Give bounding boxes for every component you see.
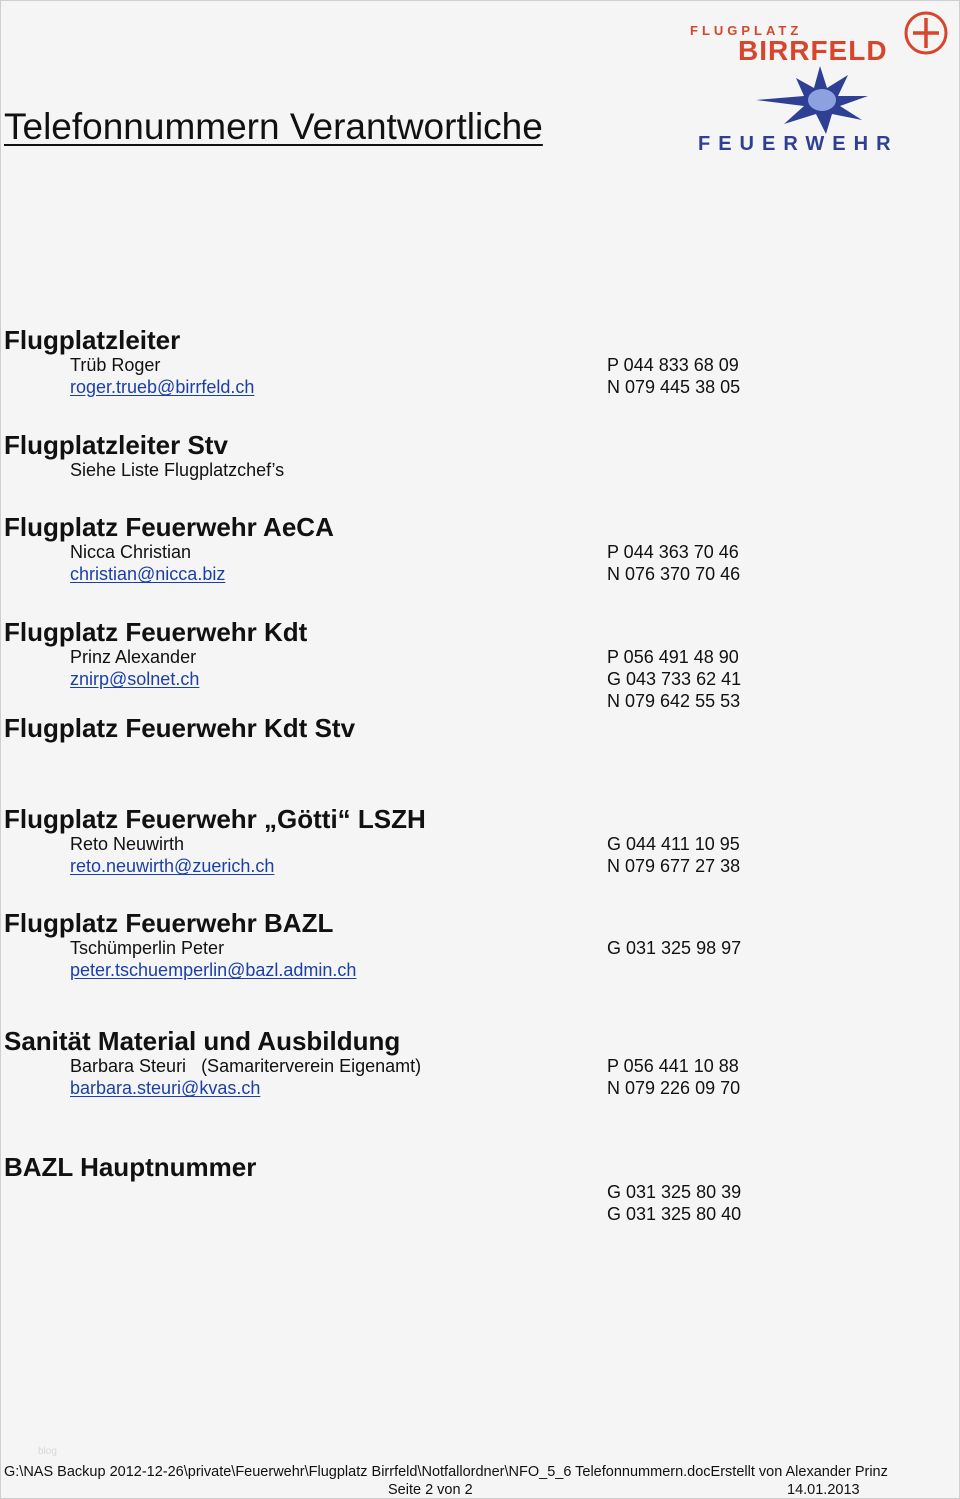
section-heading-flugplatzleiter-stv: Flugplatzleiter Stv: [4, 430, 228, 460]
email-link[interactable]: christian@nicca.biz: [70, 564, 226, 584]
plane-cross-icon: [906, 13, 946, 53]
email-link[interactable]: znirp@solnet.ch: [70, 669, 200, 689]
phone-number: P 044 363 70 46: [607, 542, 739, 562]
page-title: Telefonnummern Verantwortliche: [4, 106, 543, 147]
contact-name: Prinz Alexander: [70, 647, 197, 667]
footer-page-number: Seite 2 von 2: [388, 1482, 473, 1498]
flugplatz-birrfeld-feuerwehr-logo: [680, 8, 950, 158]
email-link[interactable]: reto.neuwirth@zuerich.ch: [70, 856, 275, 876]
logo-brand-text: BIRRFELD: [738, 35, 888, 66]
contact-name: Reto Neuwirth: [70, 834, 185, 854]
phone-number: N 079 642 55 53: [607, 691, 741, 711]
contact-name: Trüb Roger: [70, 355, 161, 375]
phone-number: P 044 833 68 09: [607, 355, 739, 375]
logo-bottom-text: FEUERWEHR: [698, 133, 899, 155]
phone-number: G 043 733 62 41: [607, 669, 742, 689]
contact-name: Nicca Christian: [70, 542, 192, 562]
contact-name: Barbara Steuri (Samariterverein Eigenamt): [70, 1056, 422, 1076]
burst-icon: [756, 66, 868, 134]
section-heading-flugplatzleiter: Flugplatzleiter: [4, 325, 181, 355]
email-link[interactable]: peter.tschuemperlin@bazl.admin.ch: [70, 960, 357, 980]
section-heading-feuerwehr-aeca: Flugplatz Feuerwehr AeCA: [4, 512, 334, 542]
footer-file-path: G:\NAS Backup 2012-12-26\private\Feuerwehr\Flugplatz Birrfeld\Notfallordner\NFO_5_6 Telefonnummern.docErstellt von Alexander Prinz: [4, 1464, 888, 1480]
contact-name: Tschümperlin Peter: [70, 938, 225, 958]
phone-number: G 031 325 98 97: [607, 938, 742, 958]
section-heading-feuerwehr-kdt-stv: Flugplatz Feuerwehr Kdt Stv: [4, 713, 356, 743]
phone-number: G 031 325 80 39: [607, 1182, 742, 1202]
watermark: blog: [38, 1446, 57, 1457]
section-heading-feuerwehr-goetti-lszh: Flugplatz Feuerwehr „Götti“ LSZH: [4, 804, 426, 834]
phone-number: N 079 677 27 38: [607, 856, 741, 876]
section-heading-bazl-hauptnummer: BAZL Hauptnummer: [4, 1152, 257, 1182]
phone-number: N 079 226 09 70: [607, 1078, 741, 1098]
email-link[interactable]: barbara.steuri@kvas.ch: [70, 1078, 261, 1098]
footer-date: 14.01.2013: [787, 1482, 860, 1498]
section-heading-sanitaet: Sanität Material und Ausbildung: [4, 1026, 401, 1056]
email-link[interactable]: roger.trueb@birrfeld.ch: [70, 377, 255, 397]
phone-number: N 076 370 70 46: [607, 564, 741, 584]
phone-number: G 044 411 10 95: [607, 834, 740, 854]
section-heading-feuerwehr-kdt: Flugplatz Feuerwehr Kdt: [4, 617, 308, 647]
logo-top-text: FLUGPLATZ: [690, 23, 803, 38]
phone-number: G 031 325 80 40: [607, 1204, 742, 1224]
phone-number: P 056 491 48 90: [607, 647, 739, 667]
contact-note: Siehe Liste Flugplatzchef’s: [70, 460, 285, 480]
phone-number: P 056 441 10 88: [607, 1056, 739, 1076]
phone-number: N 079 445 38 05: [607, 377, 741, 397]
section-heading-feuerwehr-bazl: Flugplatz Feuerwehr BAZL: [4, 908, 334, 938]
